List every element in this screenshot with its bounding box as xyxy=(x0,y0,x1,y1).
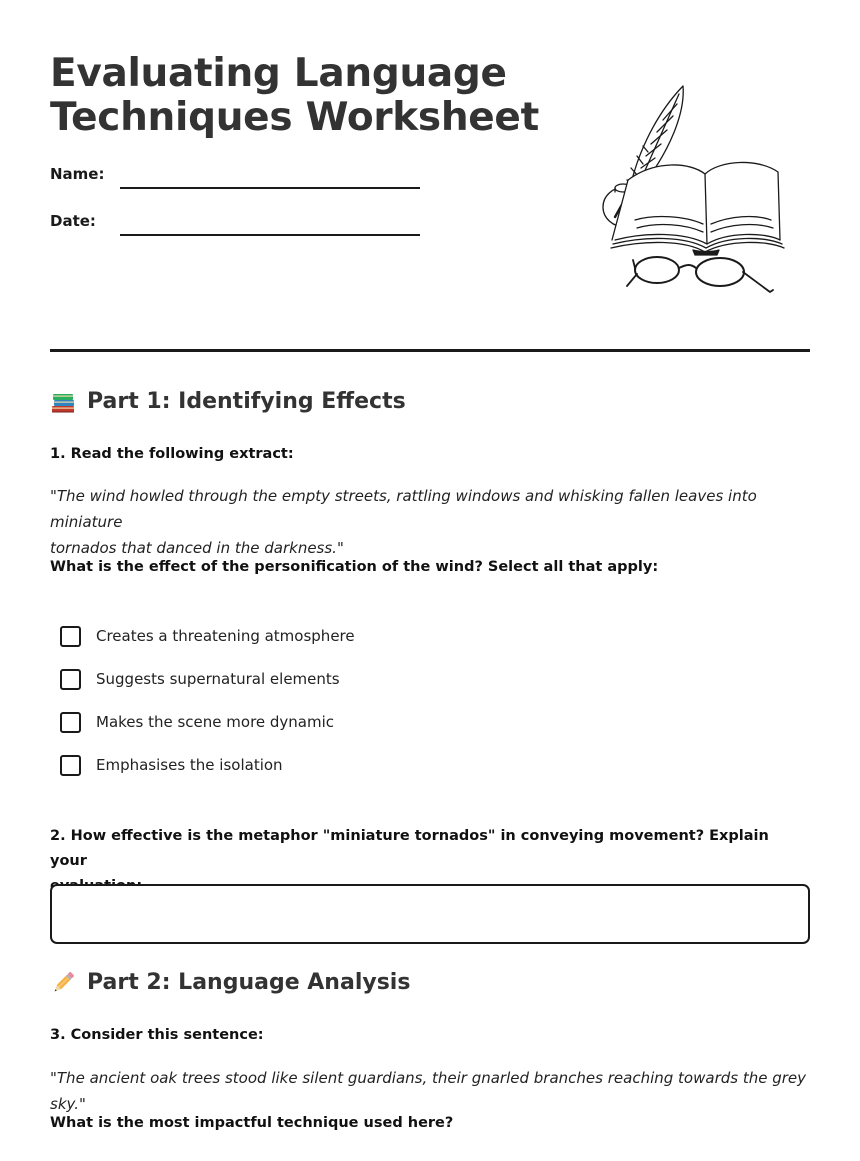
part2-heading-text: Part 2: Language Analysis xyxy=(87,970,411,995)
part2-heading xyxy=(50,969,410,996)
checkbox[interactable] xyxy=(60,626,81,647)
q1-extract-line-2: tornados that danced in the darkness." xyxy=(50,539,344,557)
checkbox[interactable] xyxy=(60,755,81,776)
option-item[interactable] xyxy=(60,752,283,778)
book-quill-glasses-illustration xyxy=(575,80,790,300)
option-label: Emphasises the isolation xyxy=(96,756,283,774)
name-field[interactable] xyxy=(120,187,420,189)
books-icon xyxy=(50,388,77,415)
q2-label-line-1: 2. How effective is the metaphor "miniature tornados" in conveying movement? Explain your xyxy=(50,828,769,869)
part1-heading xyxy=(50,388,406,415)
date-field[interactable] xyxy=(120,234,420,236)
q1-extract xyxy=(50,483,810,561)
pencil-icon xyxy=(50,969,77,996)
title-line-2: Techniques Worksheet xyxy=(50,95,539,140)
q3-label: 3. Consider this sentence: xyxy=(50,1027,264,1043)
option-label: Suggests supernatural elements xyxy=(96,670,340,688)
checkbox[interactable] xyxy=(60,712,81,733)
option-item[interactable] xyxy=(60,666,340,692)
q1-label: 1. Read the following extract: xyxy=(50,446,294,462)
q2-answer-box[interactable] xyxy=(50,884,810,944)
part1-heading-text: Part 1: Identifying Effects xyxy=(87,389,406,414)
q3-sentence: "The ancient oak trees stood like silent guardians, their gnarled branches reaching towards the grey sky." xyxy=(50,1069,807,1113)
option-item[interactable] xyxy=(60,709,334,735)
worksheet-title xyxy=(50,52,539,140)
option-label: Creates a threatening atmosphere xyxy=(96,627,355,645)
checkbox[interactable] xyxy=(60,669,81,690)
header-divider xyxy=(50,349,810,352)
name-label: Name: xyxy=(50,165,105,183)
q1-prompt: What is the effect of the personification of the wind? Select all that apply: xyxy=(50,559,659,575)
title-line-1: Evaluating Language xyxy=(50,51,507,96)
q1-extract-line-1: "The wind howled through the empty streets, rattling windows and whisking fallen leaves into miniature xyxy=(50,487,757,531)
date-label: Date: xyxy=(50,212,96,230)
q3-prompt: What is the most impactful technique used here? xyxy=(50,1115,454,1131)
option-item[interactable] xyxy=(60,623,355,649)
option-label: Makes the scene more dynamic xyxy=(96,713,335,731)
